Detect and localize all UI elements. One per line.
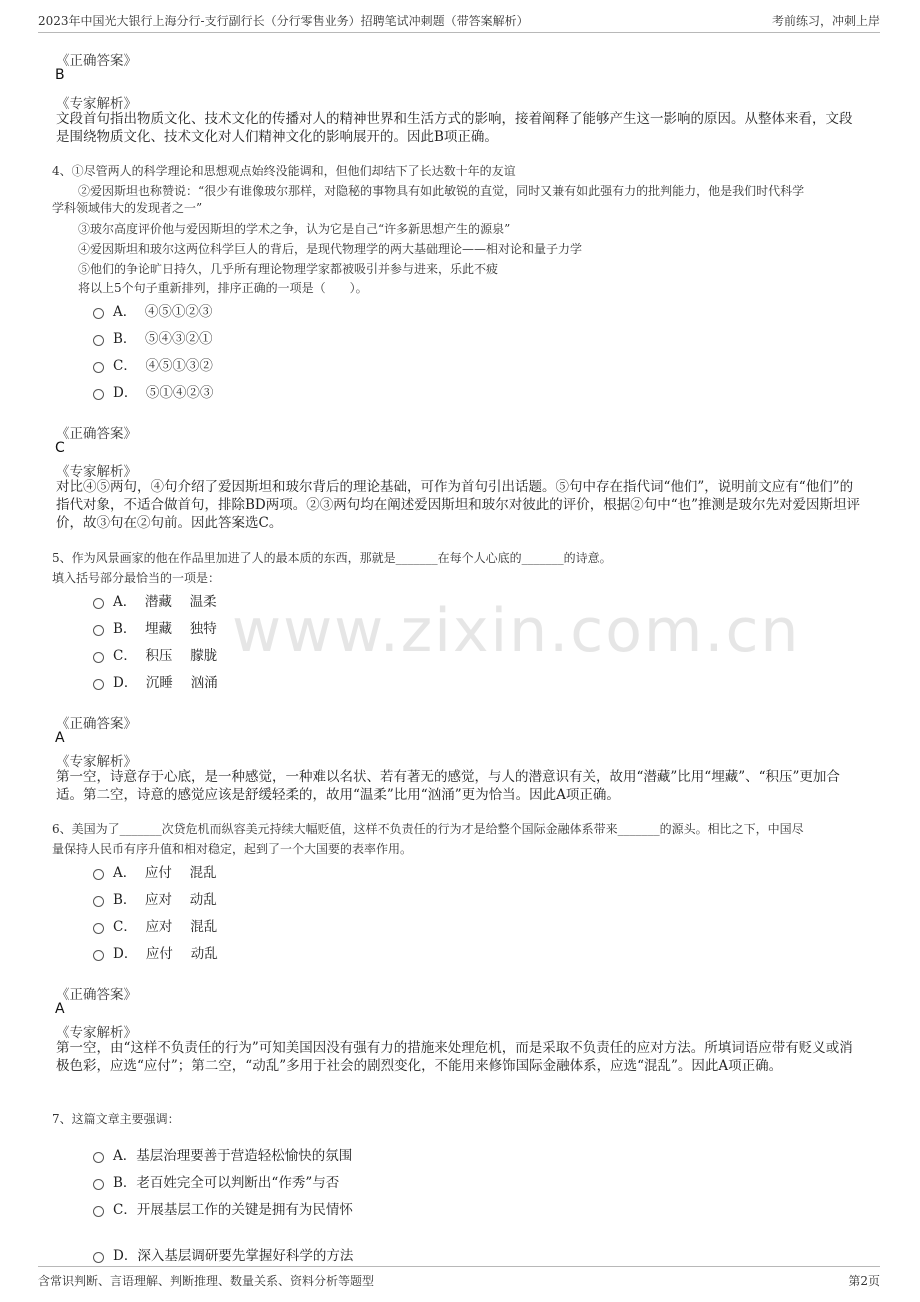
expert-analysis-label: 《专家解析》 [56,1025,137,1041]
question-stem: 5、作为风景画家的他在作品里加进了人的最本质的东西，那就是_______在每个人心底的_______的诗意。 [52,551,612,565]
page-number: 第2页 [848,1274,880,1288]
option-c[interactable]: C． 应对 混乱 [93,915,217,933]
option-b[interactable]: B． 应对 动乱 [93,888,217,906]
page-header [38,10,880,33]
question-stem: 学科领域伟大的发现者之一” [52,201,203,215]
option-b[interactable]: B．老百姓完全可以判断出“作秀”与否 [93,1171,339,1189]
option-c[interactable]: C． ④⑤①③② [93,354,213,372]
question-stem: ③玻尔高度评价他与爱因斯坦的学术之争，认为它是自己“许多新思想产生的源泉” [78,222,511,236]
analysis-text: 第一空，由“这样不负责任的行为”可知美国因没有强有力的措施来处理危机，而是采取不负责任的应对方法。所填词语应带有贬义或消极色彩，应选“应付”；第二空，“动乱”多用于社会的剧烈变化，不能用来修饰国际金融体系，应选“混乱”。因此A项正确。 [56,1040,853,1074]
radio-icon[interactable] [93,308,104,319]
option-a[interactable]: A． 潜藏 温柔 [93,590,217,608]
radio-icon[interactable] [93,389,104,400]
question-stem: ④爱因斯坦和玻尔这两位科学巨人的背后，是现代物理学的两大基础理论——相对论和量子力学 [78,242,583,256]
correct-answer-label: 《正确答案》 [56,987,137,1003]
question-stem: 7、这篇文章主要强调： [52,1112,180,1126]
radio-icon[interactable] [93,1252,104,1263]
expert-analysis-label: 《专家解析》 [56,96,137,112]
option-c[interactable]: C． 积压 朦胧 [93,644,217,662]
radio-icon[interactable] [93,1179,104,1190]
expert-analysis-label: 《专家解析》 [56,464,137,480]
correct-answer-value: A [55,730,65,746]
radio-icon[interactable] [93,679,104,690]
document-title: 2023年中国光大银行上海分行-支行副行长（分行零售业务）招聘笔试冲刺题（带答案解析） [38,14,529,28]
radio-icon[interactable] [93,923,104,934]
option-d[interactable]: D． ⑤①④②③ [93,381,213,399]
expert-analysis-label: 《专家解析》 [56,754,137,770]
analysis-text: 对比④⑤两句，④句介绍了爱因斯坦和玻尔背后的理论基础，可作为首句引出话题。⑤句中存在指代词“他们”，说明前文应有“他们”的指代对象，不适合做首句，排除BD两项。②③两句均在阐述爱因斯坦和玻尔对彼此的评价，根据②句中“也”推测是玻尔先对爱因斯坦评价，故③句在②句前。因此答案选C。 [56,479,861,531]
question-stem: 6、美国为了_______次贷危机而纵容美元持续大幅贬值，这样不负责任的行为才是给整个国际金融体系带来_______的源头。相比之下，中国尽 [52,822,804,836]
radio-icon[interactable] [93,598,104,609]
radio-icon[interactable] [93,896,104,907]
correct-answer-value: B [55,67,65,83]
question-stem: ②爱因斯坦也称赞说：“很少有谁像玻尔那样，对隐秘的事物具有如此敏锐的直觉，同时又兼有如此强有力的批判能力，他是我们时代科学 [78,184,805,198]
question-stem: 4、①尽管两人的科学理论和思想观点始终没能调和，但他们却结下了长达数十年的友谊 [52,164,516,178]
header-slogan: 考前练习，冲刺上岸 [771,14,880,28]
option-b[interactable]: B． ⑤④③②① [93,327,213,345]
footer-note: 含常识判断、言语理解、判断推理、数量关系、资料分析等题型 [38,1274,375,1288]
question-stem: 填入括号部分最恰当的一项是： [52,571,221,585]
option-b[interactable]: B． 埋藏 独特 [93,617,217,635]
analysis-text: 文段首句指出物质文化、技术文化的传播对人的精神世界和生活方式的影响，接着阐释了能够产生这一影响的原因。从整体来看，文段是围绕物质文化、技术文化对人们精神文化的影响展开的。因此B项正确。 [56,111,853,145]
option-c[interactable]: C．开展基层工作的关键是拥有为民情怀 [93,1198,353,1216]
radio-icon[interactable] [93,625,104,636]
correct-answer-value: C [55,440,65,456]
question-stem: 量保持人民币有序升值和相对稳定，起到了一个大国要的表率作用。 [52,842,413,856]
radio-icon[interactable] [93,950,104,961]
option-d[interactable]: D．深入基层调研要先掌握好科学的方法 [93,1244,353,1262]
watermark: www.zixin.com.cn [232,596,801,666]
correct-answer-label: 《正确答案》 [56,53,137,69]
radio-icon[interactable] [93,335,104,346]
correct-answer-label: 《正确答案》 [56,426,137,442]
option-d[interactable]: D． 沉睡 汹涌 [93,671,218,689]
radio-icon[interactable] [93,1206,104,1217]
radio-icon[interactable] [93,652,104,663]
question-stem: 将以上5个句子重新排列，排序正确的一项是（ ）。 [78,281,368,295]
correct-answer-label: 《正确答案》 [56,716,137,732]
option-a[interactable]: A．基层治理要善于营造轻松愉快的氛围 [93,1144,352,1162]
option-d[interactable]: D． 应付 动乱 [93,942,218,960]
option-a[interactable]: A． ④⑤①②③ [93,300,212,318]
correct-answer-value: A [55,1001,65,1017]
analysis-text: 第一空，诗意存于心底，是一种感觉，一种难以名状、若有著无的感觉，与人的潜意识有关，故用“潜藏”比用“埋藏”、“积压”更加合适。第二空，诗意的感觉应该是舒缓轻柔的，故用“温柔”比用“汹涌”更为恰当。因此A项正确。 [56,769,840,803]
option-a[interactable]: A． 应付 混乱 [93,861,217,879]
radio-icon[interactable] [93,362,104,373]
radio-icon[interactable] [93,1152,104,1163]
question-stem: ⑤他们的争论旷日持久，几乎所有理论物理学家都被吸引并参与进来，乐此不疲 [78,262,499,276]
radio-icon[interactable] [93,869,104,880]
page-footer [38,1266,880,1291]
